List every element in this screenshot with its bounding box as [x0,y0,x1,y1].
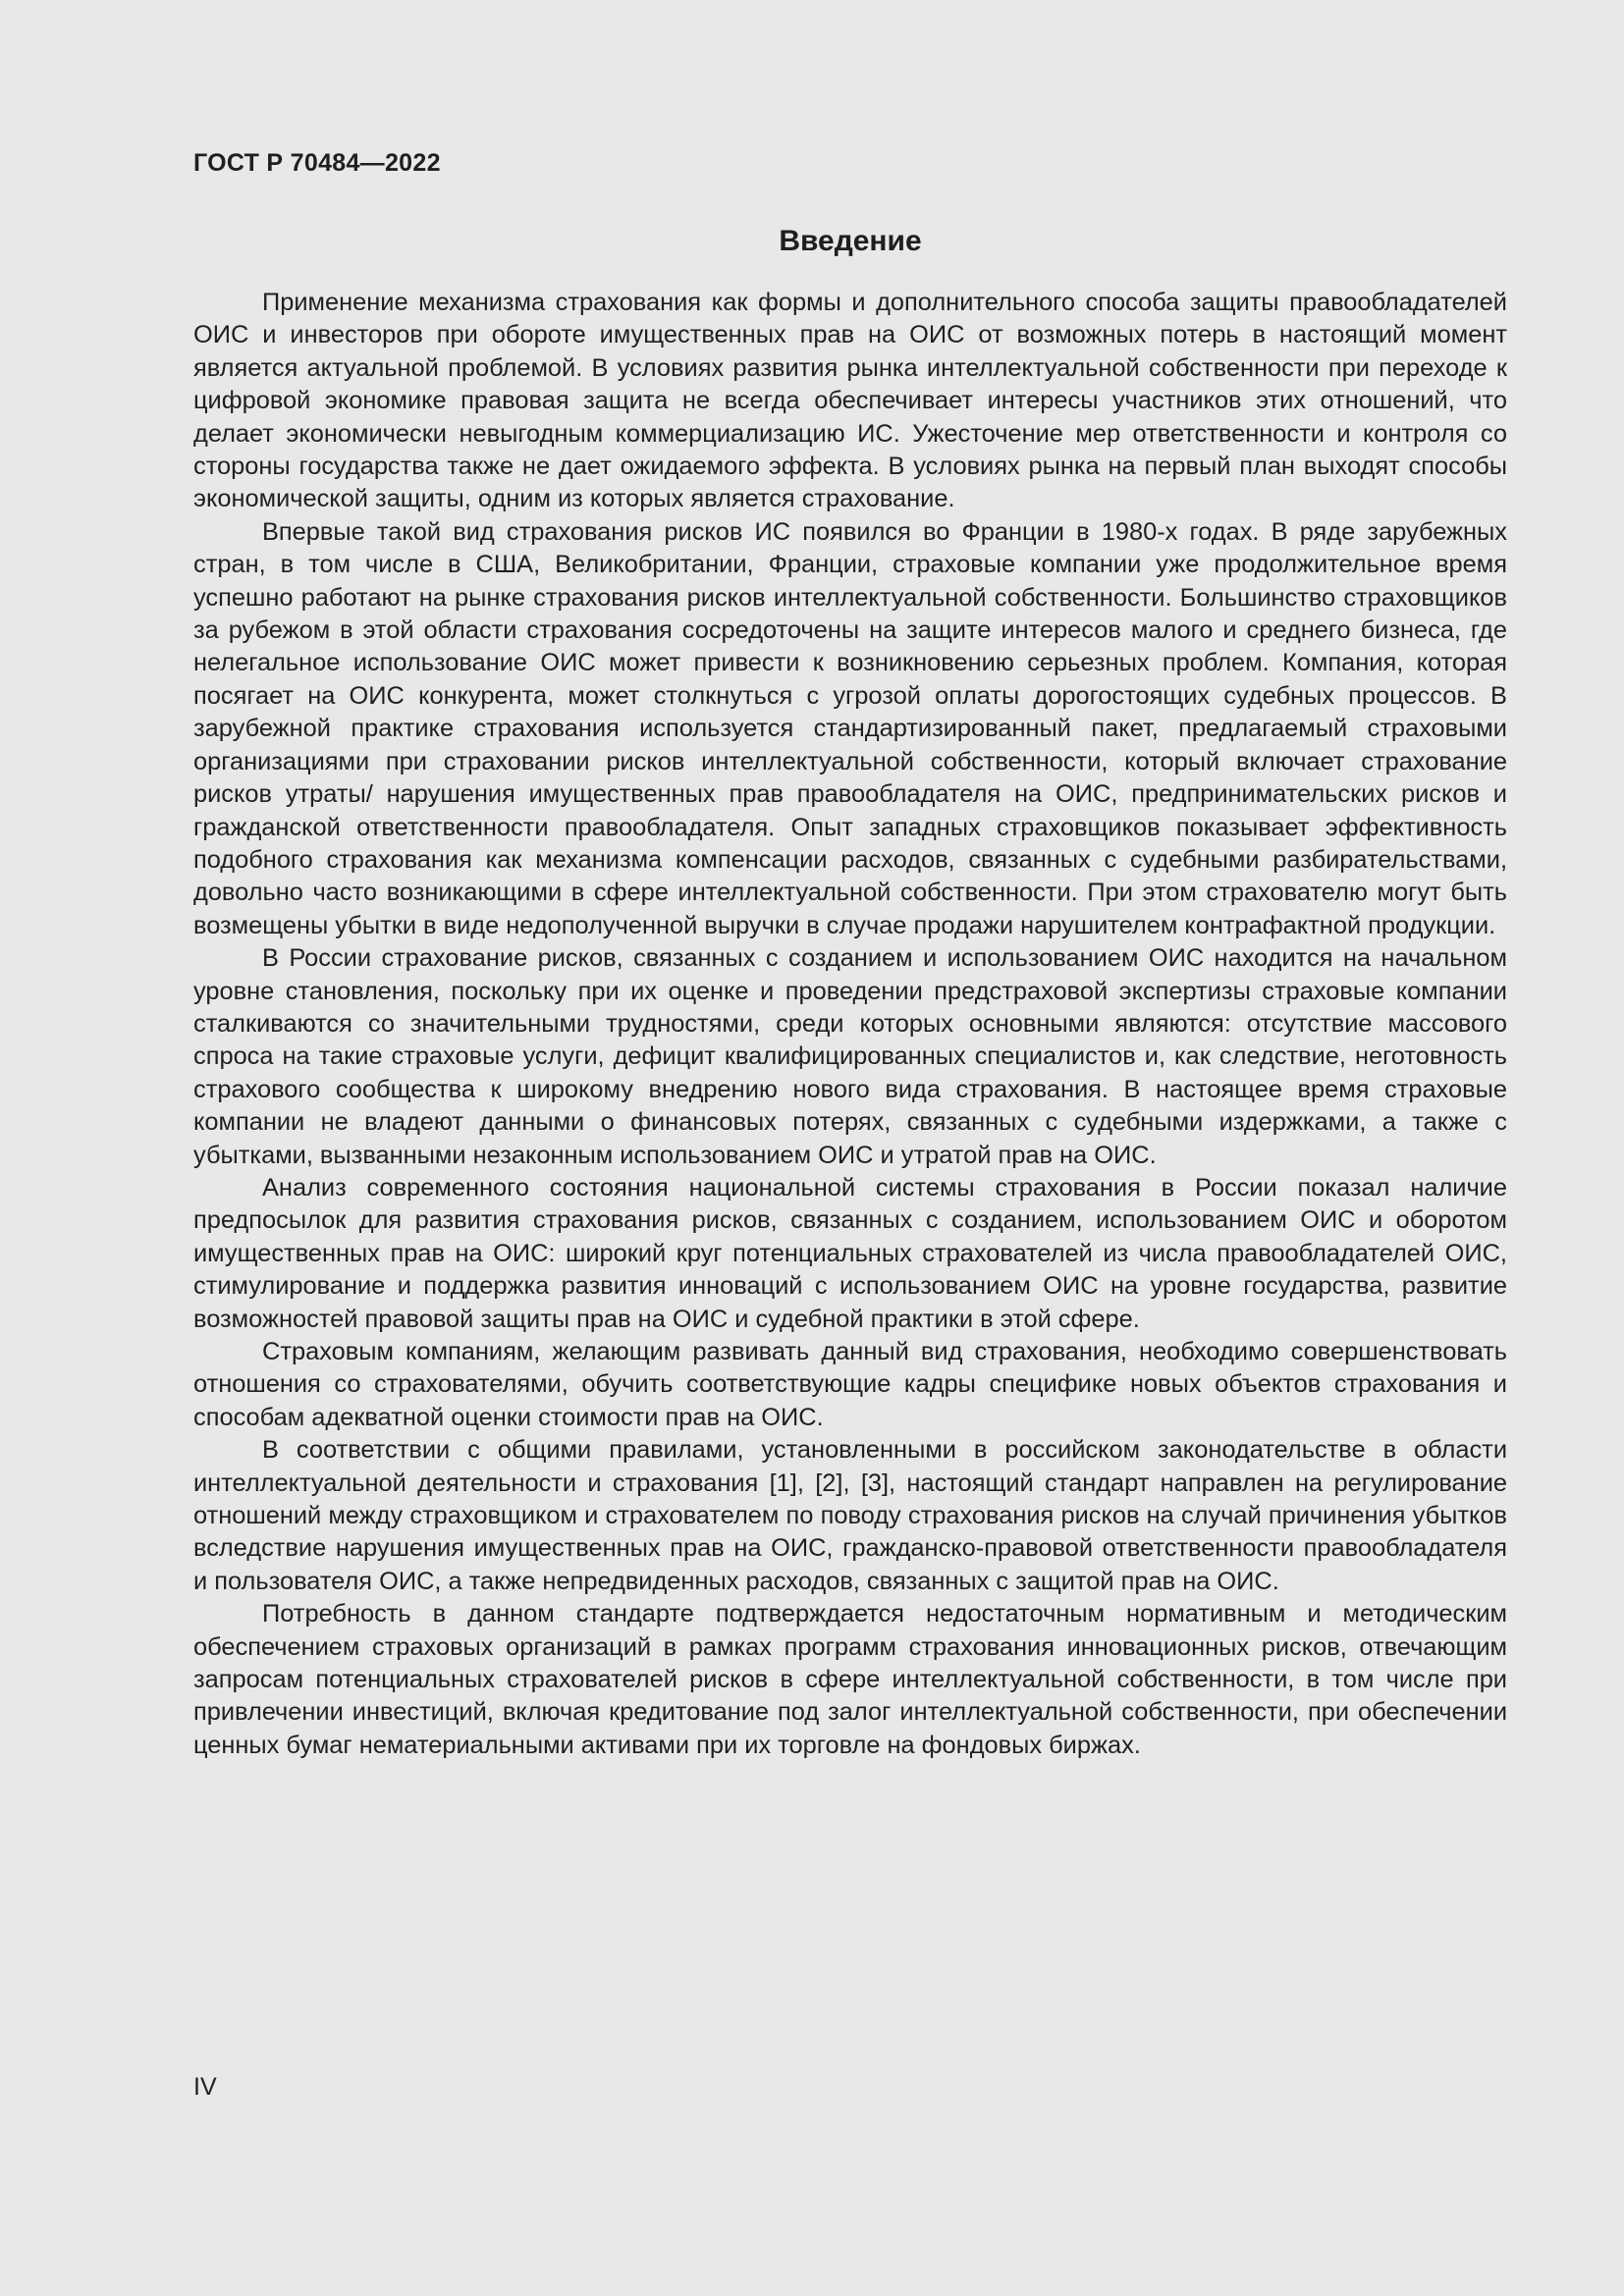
paragraph-4: Анализ современного состояния национальной системы страхования в России показал наличие предпосылок для развития страхования рисков, связанных с созданием, использованием ОИС и оборотом имущественных прав на ОИС: широкий круг потенциальных страхователей из числа правообладателей ОИС, стимулирование и поддержка развития инноваций с использованием ОИС на уровне государства, развитие возможностей правовой защиты прав на ОИС и судебной практики в этой сфере. [193,1173,1507,1333]
paragraph-7: Потребность в данном стандарте подтверждается недостаточным нормативным и методическим обеспечением страховых организаций в рамках программ страхования инновационных рисков, отвечающим запросам потенциальных страхователей рисков в сфере интеллектуальной собственности, в том числе при привлечении инвестиций, включая кредитование под залог интеллектуальной собственности, при обеспечении ценных бумаг нематериальными активами при их торговле на фондовых биржах. [193,1600,1507,1759]
section-title: Введение [779,225,922,257]
page-number: IV [193,2073,217,2101]
paragraph-1: Применение механизма страхования как формы и дополнительного способа защиты правообладателей ОИС и инвесторов при обороте имущественных прав на ОИС от возможных потерь в настоящий момент является актуальной проблемой. В условиях развития рынка интеллектуальной собственности при переходе к цифровой экономике правовая защита не всегда обеспечивает интересы участников этих отношений, что делает экономически невыгодным коммерциализацию ИС. Ужесточение мер ответственности и контроля со стороны государства также не дает ожидаемого эффекта. В условиях рынка на первый план выходят способы экономической защиты, одним из которых является страхование. [193,289,1507,513]
paragraph-6: В соответствии с общими правилами, установленными в российском законодательстве в области интеллектуальной деятельности и страхования [1], [2], [3], настоящий стандарт направлен на регулирование отношений между страховщиком и страхователем по поводу страхования рисков на случай причинения убытков вследствие нарушения имущественных прав на ОИС, гражданско-правовой ответственности правообладателя и пользователя ОИС, а также непредвиденных расходов, связанных с защитой прав на ОИС. [193,1436,1507,1595]
paragraph-3: В России страхование рисков, связанных с созданием и использованием ОИС находится на начальном уровне становления, поскольку при их оценке и проведении предстраховой экспертизы страховые компании сталкиваются со значительными трудностями, среди которых основными являются: отсутствие массового спроса на такие страховые услуги, дефицит квалифицированных специалистов и, как следствие, неготовность страхового сообщества к широкому внедрению нового вида страхования. В настоящее время страховые компании не владеют данными о финансовых потерях, связанных с судебными издержками, а также с убытками, вызванными незаконным использованием ОИС и утратой прав на ОИС. [193,944,1507,1169]
paragraph-2: Впервые такой вид страхования рисков ИС появился во Франции в 1980-х годах. В ряде зарубежных стран, в том числе в США, Великобритании, Франции, страховые компании уже продолжительное время успешно работают на рынке страхования рисков интеллектуальной собственности. Большинство страховщиков за рубежом в этой области страхования сосредоточены на защите интересов малого и среднего бизнеса, где нелегальное использование ОИС может привести к возникновению серьезных проблем. Компания, которая посягает на ОИС конкурента, может столкнуться с угрозой оплаты дорогостоящих судебных процессов. В зарубежной практике страхования используется стандартизированный пакет, предлагаемый страховыми организациями при страховании рисков интеллектуальной собственности, который включает страхование рисков утраты/ нарушения имущественных прав правообладателя на ОИС, предпринимательских рисков и гражданской ответственности правообладателя. Опыт западных страховщиков показывает эффективность подобного страхования как механизма компенсации расходов, связанных с судебными разбирательствами, довольно часто возникающими в сфере интеллектуальной собственности. При этом страхователю могут быть возмещены убытки в виде недополученной выручки в случае продажи нарушителем контрафактной продукции. [193,517,1507,939]
document-code-header: ГОСТ Р 70484—2022 [193,149,441,177]
body-text [193,287,1507,1762]
paragraph-5: Страховым компаниям, желающим развивать данный вид страхования, необходимо совершенствовать отношения со страхователями, обучить соответствующие кадры специфике новых объектов страхования и способам адекватной оценки стоимости прав на ОИС. [193,1338,1507,1431]
